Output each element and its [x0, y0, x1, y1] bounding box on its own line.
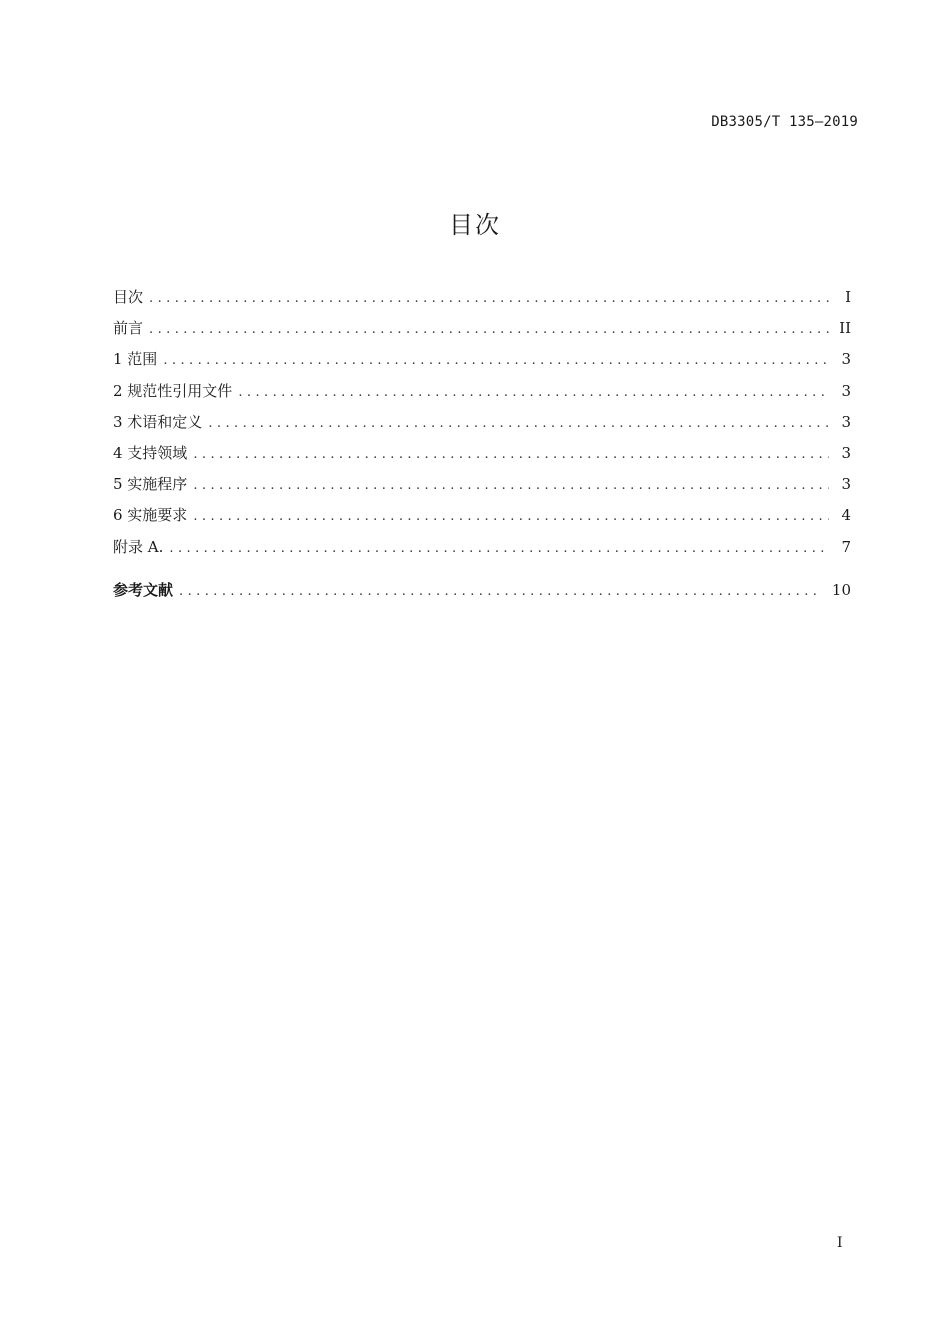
toc-entry-label: 附录 A. — [113, 537, 164, 556]
toc-leader-dots — [179, 576, 822, 607]
toc-entry-page: 7 — [841, 537, 851, 556]
toc-entry-label: 5 实施程序 — [113, 475, 188, 494]
toc-entry-normative-references[interactable] — [113, 376, 851, 407]
toc-entry-appendix-a[interactable] — [113, 532, 851, 563]
toc-leader-dots — [208, 408, 829, 439]
toc-entry-scope[interactable] — [113, 344, 851, 375]
toc-entry-page: 3 — [841, 412, 851, 431]
toc-leader-dots — [193, 470, 829, 501]
toc-entry-label: 参考文献 — [113, 581, 174, 600]
document-code: DB3305/T 135—2019 — [711, 114, 858, 130]
toc-leader-dots — [193, 439, 829, 470]
page-number: I — [837, 1235, 843, 1251]
toc-entry-label: 6 实施要求 — [113, 506, 188, 525]
toc-entry-support-areas[interactable] — [113, 438, 851, 469]
toc-leader-dots — [169, 533, 829, 564]
toc-entry-page: I — [845, 288, 851, 306]
toc-entry-page: 4 — [841, 506, 851, 525]
toc-entry-page: II — [839, 319, 851, 338]
toc-entry-label: 3 术语和定义 — [113, 412, 203, 431]
table-of-contents — [113, 282, 851, 606]
toc-leader-dots — [238, 377, 829, 408]
toc-entry-label: 前言 — [113, 319, 144, 338]
toc-leader-dots — [163, 345, 829, 376]
toc-entry-label: 2 规范性引用文件 — [113, 381, 233, 400]
toc-leader-dots — [193, 501, 829, 532]
toc-entry-terms-definitions[interactable] — [113, 407, 851, 438]
toc-leader-dots — [149, 314, 829, 345]
toc-entry-contents[interactable] — [113, 282, 851, 313]
toc-entry-label: 目次 — [113, 288, 144, 306]
toc-entry-page: 3 — [841, 475, 851, 494]
toc-entry-label: 1 范围 — [113, 350, 158, 369]
toc-entry-requirements[interactable] — [113, 500, 851, 531]
toc-entry-page: 3 — [841, 350, 851, 369]
toc-entry-page: 3 — [841, 443, 851, 462]
toc-leader-dots — [149, 283, 829, 314]
toc-entry-bibliography[interactable] — [113, 575, 851, 606]
page-title: 目次 — [449, 211, 501, 239]
toc-entry-page: 3 — [841, 381, 851, 400]
toc-entry-page: 10 — [831, 581, 851, 600]
toc-entry-foreword[interactable] — [113, 313, 851, 344]
toc-entry-label: 4 支持领域 — [113, 443, 188, 462]
toc-entry-procedure[interactable] — [113, 469, 851, 500]
